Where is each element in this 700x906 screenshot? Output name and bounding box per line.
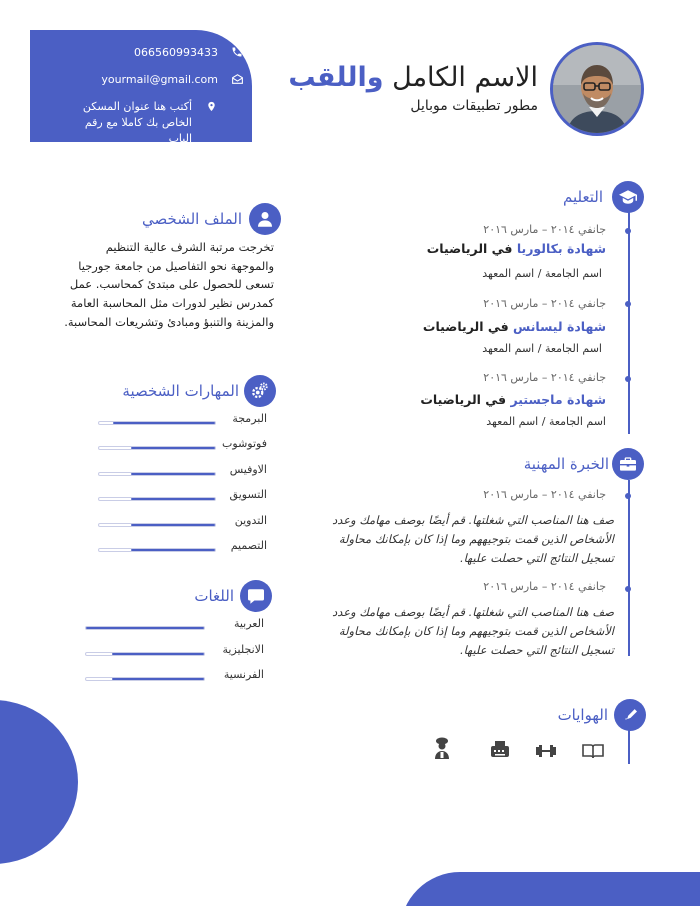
- hobbies-title: الهوايات: [557, 706, 608, 724]
- education-institution: اسم الجامعة / اسم المعهد: [486, 415, 606, 428]
- book-icon: [580, 738, 606, 764]
- skill-label: فوتوشوب: [222, 437, 267, 451]
- skill-label: التصميم: [230, 539, 267, 552]
- profile-title: الملف الشخصي: [142, 210, 242, 228]
- education-degree: [420, 392, 606, 407]
- dumbbell-icon: [533, 738, 559, 764]
- language-level-fill: [112, 653, 204, 655]
- email-address: yourmail@gmail.com: [101, 73, 218, 86]
- language-level-fill: [112, 678, 204, 680]
- education-section-icon: [612, 181, 644, 213]
- hobbies-section-icon: [614, 699, 646, 731]
- skill-level-fill: [131, 524, 215, 526]
- language-level-fill: [86, 627, 204, 629]
- education-institution: اسم الجامعة / اسم المعهد: [482, 267, 602, 280]
- hobbies-timeline-line: [628, 730, 630, 764]
- skills-section-icon: [244, 375, 276, 407]
- education-date: جانفي ٢٠١٤ – مارس ٢٠١٦: [483, 223, 606, 236]
- skill-level-bar: [98, 548, 216, 552]
- contact-email[interactable]: [30, 72, 252, 88]
- skills-title: المهارات الشخصية: [122, 382, 239, 400]
- skill-level-fill: [113, 422, 215, 424]
- name-primary: الاسم الكامل: [383, 62, 538, 93]
- timeline-dot: [625, 586, 631, 592]
- profile-photo: [550, 42, 644, 136]
- contact-address: [30, 99, 226, 147]
- language-label: العربية: [233, 617, 264, 630]
- profile-text: تخرجت مرتبة الشرف عالية التنظيم والموجهة نحو التفاصيل من جامعة جورجيا تسعى للحصول على مبتدئ كمحاسب. عمل كمدرس نظير لدورات مثل المحاسبة العامة والمزينة والتنبؤ ومبادئ وتشريعات المحاسبة.: [64, 240, 274, 329]
- language-level-bar: [85, 677, 205, 681]
- decorative-half-circle: [0, 700, 78, 864]
- skill-level-bar: [98, 523, 216, 527]
- skill-label: التدوين: [234, 513, 267, 527]
- experience-section-icon: [612, 448, 644, 480]
- timeline-dot: [625, 301, 631, 307]
- timeline-dot: [625, 493, 631, 499]
- skill-level-fill: [131, 473, 215, 475]
- education-degree: [427, 241, 606, 256]
- experience-timeline-line: [628, 480, 630, 656]
- experience-date: جانفي ٢٠١٤ – مارس ٢٠١٦: [483, 488, 606, 501]
- experience-description: صف هنا المناصب التي شغلتها. قم أيضًا بوصف مهامك وعدد الأشخاص الذين قمت بتوجيههم وما إذا كان بإمكانك محاولة تسجيل النتائج التي حصلت عليها.: [332, 605, 614, 657]
- degree-name: شهادة ماجستير: [510, 392, 606, 407]
- skill-level-bar: [98, 497, 216, 501]
- degree-field: في الرياضيات: [420, 392, 511, 407]
- skill-level-fill: [131, 447, 215, 449]
- name-highlight: واللقب: [288, 62, 384, 93]
- contact-phone[interactable]: [30, 45, 252, 61]
- email-icon: [222, 72, 252, 86]
- experience-title: الخبرة المهنية: [523, 455, 609, 473]
- experience-description: صف هنا المناصب التي شغلتها. قم أيضًا بوصف مهامك وعدد الأشخاص الذين قمت بتوجيههم وما إذا كان بإمكانك محاولة تسجيل النتائج التي حصلت عليها.: [332, 513, 614, 565]
- timeline-dot: [625, 228, 631, 234]
- education-title: التعليم: [563, 188, 603, 206]
- language-label: الفرنسية: [223, 668, 264, 681]
- chef-icon: [429, 735, 455, 761]
- full-name: [288, 62, 538, 93]
- profile-section-icon: [249, 203, 281, 235]
- skill-level-bar: [98, 446, 216, 450]
- education-timeline-line: [628, 212, 630, 434]
- language-label: الانجليزية: [222, 642, 264, 656]
- location-icon: [196, 99, 226, 113]
- experience-date: جانفي ٢٠١٤ – مارس ٢٠١٦: [483, 580, 606, 593]
- education-date: جانفي ٢٠١٤ – مارس ٢٠١٦: [483, 297, 606, 310]
- decorative-bottom-shape: [400, 872, 700, 906]
- languages-title: اللغات: [194, 587, 234, 605]
- language-level-bar: [85, 652, 205, 656]
- languages-section-icon: [240, 580, 272, 612]
- degree-name: شهادة بكالوريا: [516, 241, 606, 256]
- skill-level-bar: [98, 472, 216, 476]
- degree-field: في الرياضيات: [426, 241, 517, 256]
- job-title: مطور تطبيقات موبايل: [410, 98, 538, 114]
- degree-name: شهادة ليسانس: [513, 319, 606, 334]
- education-institution: اسم الجامعة / اسم المعهد: [482, 342, 602, 355]
- degree-field: في الرياضيات: [422, 319, 514, 334]
- typewriter-icon: [487, 737, 513, 763]
- address-text: أكتب هنا عنوان المسكن الخاص بك كاملا مع رقم الباب: [82, 100, 192, 145]
- skill-level-bar: [98, 421, 216, 425]
- skill-label: الاوفيس: [229, 462, 267, 476]
- education-date: جانفي ٢٠١٤ – مارس ٢٠١٦: [483, 371, 606, 384]
- skill-level-fill: [131, 549, 215, 551]
- language-level-bar: [85, 626, 205, 630]
- timeline-dot: [625, 376, 631, 382]
- phone-icon: [222, 45, 252, 58]
- education-degree: [423, 319, 606, 334]
- skill-label: البرمجة: [232, 412, 267, 425]
- skill-level-fill: [131, 498, 215, 500]
- skill-label: التسويق: [229, 488, 267, 502]
- phone-number: 066560993433: [134, 46, 218, 59]
